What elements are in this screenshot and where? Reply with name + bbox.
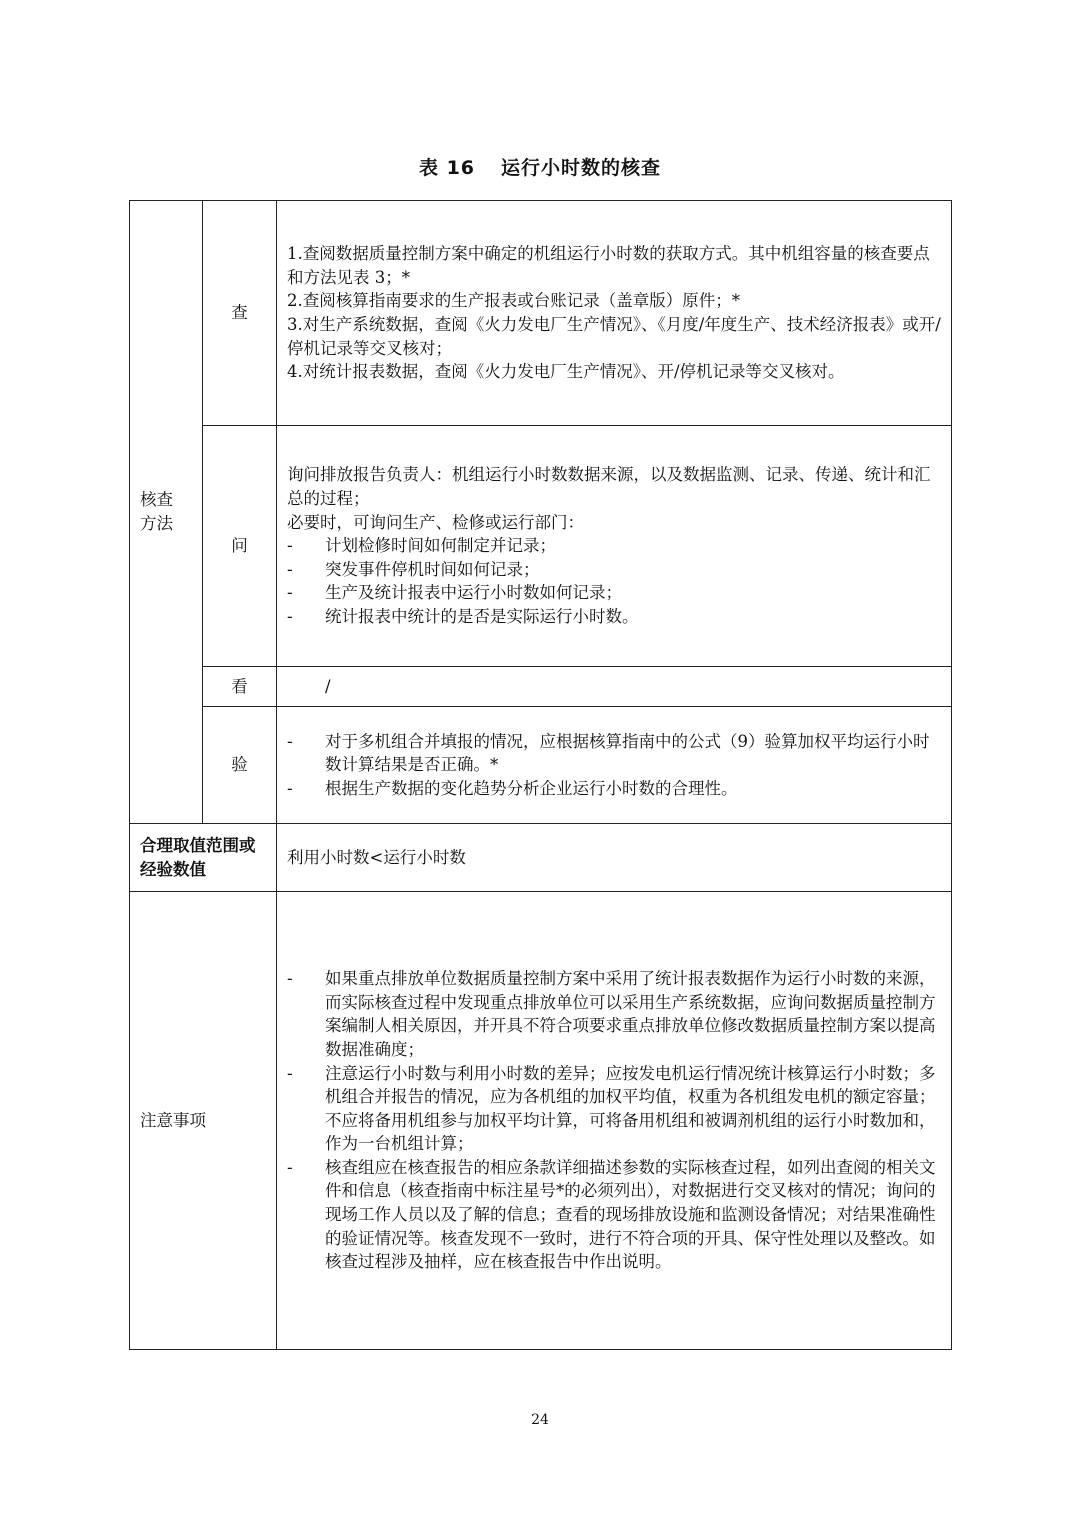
verification-table	[129, 200, 952, 1350]
ask-item: - 计划检修时间如何制定并记录；	[287, 536, 556, 556]
ask-item: - 突发事件停机时间如何记录；	[287, 559, 540, 579]
check-line-3: 3.对生产系统数据，查阅《火力发电厂生产情况》、《月度/年度生产、技术经济报表》或开/停机记录等交叉核对；	[287, 315, 941, 358]
check-line-2: 2.查阅核算指南要求的生产报表或台账记录（盖章版）原件；*	[287, 291, 740, 311]
table-number: 表 16	[418, 157, 476, 179]
verify-content	[277, 707, 952, 824]
ask-item: - 生产及统计报表中运行小时数如何记录；	[287, 583, 622, 603]
check-line-1: 1.查阅数据质量控制方案中确定的机组运行小时数的获取方式。其中机组容量的核查要点和方法见表 3；*	[287, 244, 930, 287]
row-check	[130, 201, 952, 426]
look-content: /	[277, 667, 952, 707]
table-title-text: 运行小时数的核查	[501, 157, 662, 179]
notes-label: 注意事项	[130, 892, 277, 1350]
verify-item: - 根据生产数据的变化趋势分析企业运行小时数的合理性。	[287, 778, 738, 798]
ask-intro-1: 询问排放报告负责人：机组运行小时数数据来源，以及数据监测、记录、传递、统计和汇总的过程；	[287, 465, 931, 509]
ask-intro-2: 必要时，可询问生产、检修或运行部门：	[287, 512, 584, 532]
range-content: 利用小时数<运行小时数	[277, 824, 952, 892]
look-label: 看	[203, 667, 277, 707]
ask-content	[277, 426, 952, 667]
notes-item: - 如果重点排放单位数据质量控制方案中采用了统计报表数据作为运行小时数的来源，而实际核查过程中发现重点排放单位可以采用生产系统数据，应询问数据质量控制方案编制人相关原因，并开具不符合项要求重点排放单位修改数据质量控制方案以提高数据准确度；	[287, 969, 936, 1059]
row-ask	[130, 426, 952, 667]
row-range	[130, 824, 952, 892]
row-verify	[130, 707, 952, 824]
ask-label: 问	[203, 426, 277, 667]
check-line-4: 4.对统计报表数据，查阅《火力发电厂生产情况》、开/停机记录等交叉核对。	[287, 362, 845, 382]
notes-content	[277, 892, 952, 1350]
row-notes	[130, 892, 952, 1350]
check-content	[277, 201, 952, 426]
range-label: 合理取值范围或经验数值	[130, 824, 277, 892]
check-label: 查	[203, 201, 277, 426]
method-label: 核查方法	[130, 201, 203, 824]
verify-label: 验	[203, 707, 277, 824]
table-title	[0, 152, 1080, 184]
notes-item: - 核查组应在核查报告的相应条款详细描述参数的实际核查过程，如列出查阅的相关文件和信息（核查指南中标注星号*的必须列出），对数据进行交叉核对的情况；询问的现场工作人员以及了解的信息；查看的现场排放设施和监测设备情况；对结果准确性的验证情况等。核查发现不一致时，进行不符合项的开具、保守性处理以及整改。如核查过程涉及抽样，应在核查报告中作出说明。	[287, 1157, 936, 1272]
page-number: 24	[531, 1412, 549, 1428]
verify-item: - 对于多机组合并填报的情况，应根据核算指南中的公式（9）验算加权平均运行小时数计算结果是否正确。*	[287, 731, 930, 775]
row-look	[130, 667, 952, 707]
notes-item: - 注意运行小时数与利用小时数的差异；应按发电机运行情况统计核算运行小时数；多机组合并报告的情况，应为各机组的加权平均值，权重为各机组发电机的额定容量；不应将备用机组参与加权平均计算，可将备用机组和被调剂机组的运行小时数加和，作为一台机组计算；	[287, 1063, 936, 1154]
ask-item: - 统计报表中统计的是否是实际运行小时数。	[287, 606, 639, 626]
